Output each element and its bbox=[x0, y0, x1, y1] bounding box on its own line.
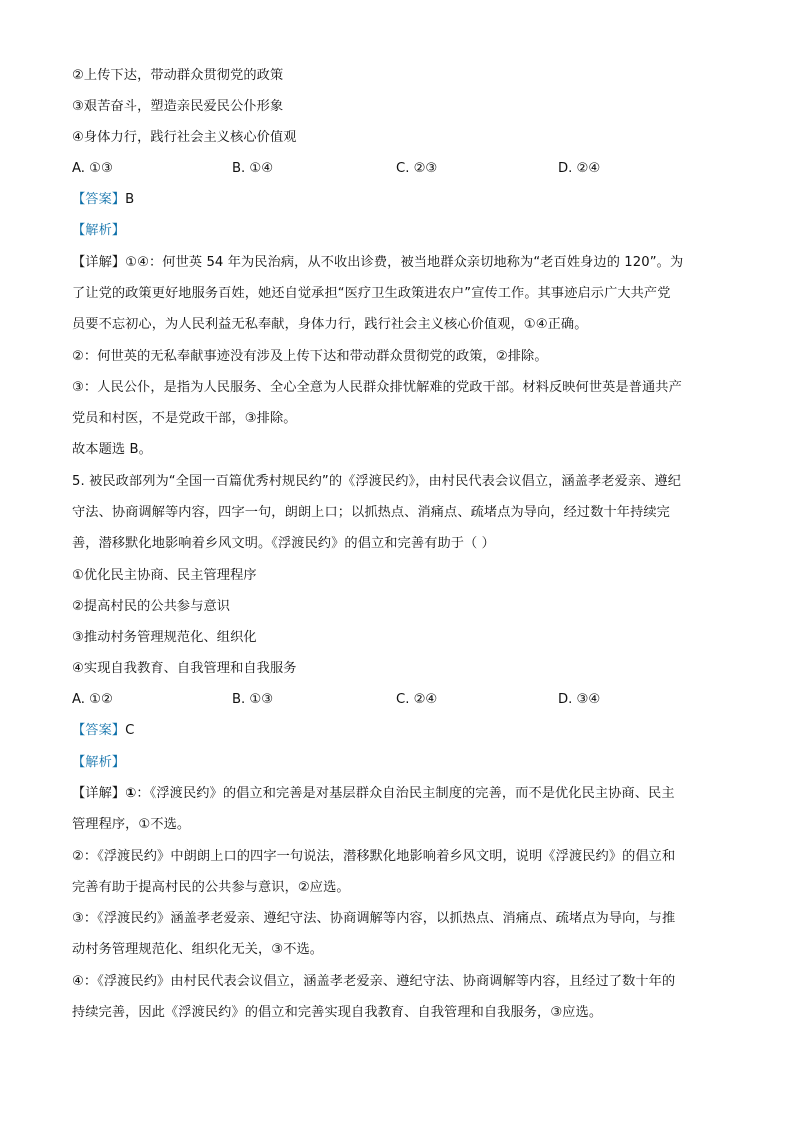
q4-option-4: ④身体力行，践行社会主义核心价值观 bbox=[72, 130, 297, 145]
answer-tag: 【答案】 bbox=[72, 723, 126, 738]
detail-tag: 【详解】 bbox=[72, 786, 126, 801]
q4-choices bbox=[72, 160, 722, 178]
q4-option-2: ②上传下达，带动群众贯彻党的政策 bbox=[72, 68, 284, 83]
q5-choice-a: A. ①② bbox=[72, 692, 113, 707]
q5-option-3: ③推动村务管理规范化、组织化 bbox=[72, 630, 257, 645]
q5-stem-line-3: 善，潜移默化地影响着乡风文明。《浮渡民约》的倡立和完善有助于（ ） bbox=[72, 536, 495, 551]
answer-tag: 【答案】 bbox=[72, 192, 126, 207]
q4-detail-line-3: 员要不忘初心，为人民利益无私奉献，身体力行，践行社会主义核心价值观，①④正确。 bbox=[72, 317, 588, 332]
q5-option-4: ④实现自我教育、自我管理和自我服务 bbox=[72, 661, 297, 676]
q4-analysis-heading bbox=[72, 222, 722, 240]
answer-value: C bbox=[125, 723, 135, 738]
detail-text: ①④：何世英 54 年为民治病，从不收出诊费，被当地群众亲切地称为“老百姓身边的 120”。为 bbox=[125, 255, 684, 270]
q5-option-2: ②提高村民的公共参与意识 bbox=[72, 599, 231, 614]
q4-choice-d: D. ②④ bbox=[558, 161, 601, 176]
q4-choice-a: A. ①③ bbox=[72, 161, 113, 176]
q5-detail-line-7: ④：《浮渡民约》由村民代表会议倡立，涵盖孝老爱亲、遵纪守法、协商调解等内容，且经过了数十年的 bbox=[72, 974, 676, 989]
q4-answer bbox=[72, 191, 722, 209]
q5-option-1: ①优化民主协商、民主管理程序 bbox=[72, 568, 257, 583]
q5-answer bbox=[72, 722, 722, 740]
analysis-tag: 【解析】 bbox=[72, 223, 126, 238]
q5-detail-line-6: 动村务管理规范化、组织化无关，③不选。 bbox=[72, 942, 324, 957]
q4-detail-line-1 bbox=[72, 254, 722, 272]
q5-detail-line-8: 持续完善，因此《浮渡民约》的倡立和完善实现自我教育、自我管理和自我服务，③应选。 bbox=[72, 1005, 603, 1020]
q4-choice-b: B. ①④ bbox=[232, 161, 274, 176]
analysis-tag: 【解析】 bbox=[72, 755, 126, 770]
q5-choice-c: C. ②④ bbox=[396, 692, 438, 707]
detail-tag: 【详解】 bbox=[72, 255, 126, 270]
answer-value: B bbox=[125, 192, 135, 207]
q5-detail-line-5: ③：《浮渡民约》涵盖孝老爱亲、遵纪守法、协商调解等内容，以抓热点、消痛点、疏堵点为导向，与推 bbox=[72, 911, 676, 926]
q4-detail-line-2: 了让党的政策更好地服务百姓，她还自觉承担“医疗卫生政策进农户”宣传工作。其事迹启示广大共产党 bbox=[72, 286, 671, 301]
q4-conclusion: 故本题选 B。 bbox=[72, 442, 152, 457]
q4-detail-line-5: ③：人民公仆，是指为人民服务、全心全意为人民群众排忧解难的党政干部。材料反映何世英是普通共产 bbox=[72, 380, 682, 395]
q5-stem-line-1: 5. 被民政部列为“全国一百篇优秀村规民约”的《浮渡民约》，由村民代表会议倡立，涵盖孝老爱亲、遵纪 bbox=[72, 474, 681, 489]
q5-stem-line-2: 守法、协商调解等内容，四字一句，朗朗上口；以抓热点、消痛点、疏堵点为导向，经过数十年持续完 bbox=[72, 505, 670, 520]
q5-detail-line-4: 完善有助于提高村民的公共参与意识，②应选。 bbox=[72, 880, 350, 895]
q4-option-3: ③艰苦奋斗，塑造亲民爱民公仆形象 bbox=[72, 99, 284, 114]
detail-text: ：《浮渡民约》的倡立和完善是对基层群众自治民主制度的完善，而不是优化民主协商、民主 bbox=[136, 786, 675, 801]
q5-detail-line-3: ②：《浮渡民约》中朗朗上口的四字一句说法，潜移默化地影响着乡风文明，说明《浮渡民约》的倡立和 bbox=[72, 849, 676, 864]
q5-detail-line-1 bbox=[72, 785, 722, 803]
q4-detail-line-4: ②：何世英的无私奉献事迹没有涉及上传下达和带动群众贯彻党的政策，②排除。 bbox=[72, 349, 548, 364]
q4-choice-c: C. ②③ bbox=[396, 161, 438, 176]
q5-choice-d: D. ③④ bbox=[558, 692, 601, 707]
q4-detail-line-6: 党员和村医，不是党政干部，③排除。 bbox=[72, 411, 297, 426]
q5-choice-b: B. ①③ bbox=[232, 692, 274, 707]
detail-marker: ① bbox=[125, 786, 137, 801]
q5-choices bbox=[72, 691, 722, 709]
q5-analysis-heading bbox=[72, 754, 722, 772]
q5-detail-line-2: 管理程序，①不选。 bbox=[72, 817, 191, 832]
